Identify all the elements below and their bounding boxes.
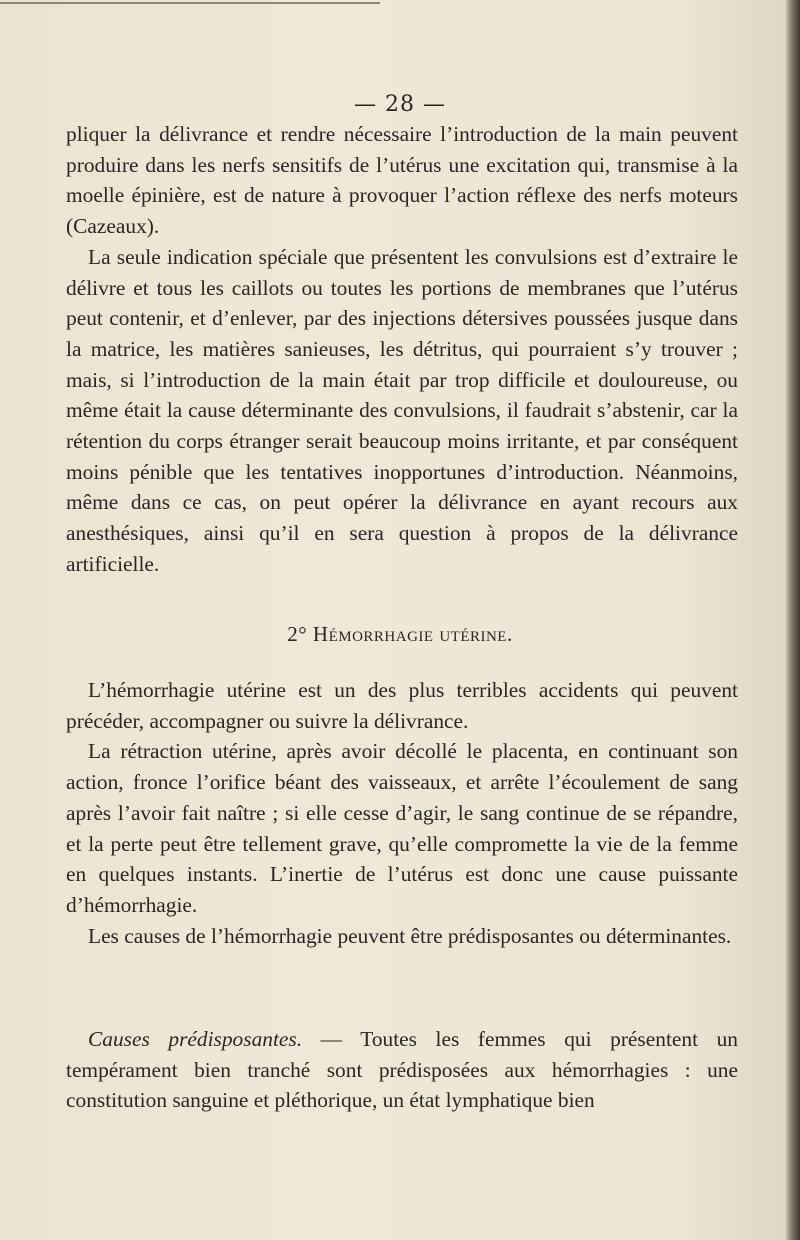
section-convulsions-text: [66, 119, 738, 580]
paragraph-causes-predisposantes: [66, 1024, 738, 1116]
causes-predisposantes-text: — Toutes les femmes qui présentent un tempérament bien tranché sont prédisposées aux hémorrhagies : une constitution sanguine et pléthorique, un état lymphatique bien: [66, 1027, 738, 1113]
page-edge-shadow: [786, 0, 800, 1240]
section-causes-predisposantes: [66, 1024, 738, 1116]
top-rule-line: [0, 2, 380, 4]
paragraph-hemorrhagie-intro: L’hémorrhagie utérine est un des plus terribles accidents qui peuvent précéder, accompagner ou suivre la délivrance.: [66, 678, 738, 733]
causes-predisposantes-label: Causes prédisposantes.: [88, 1027, 303, 1051]
paragraph-indication: La seule indication spéciale que présentent les convulsions est d’extraire le délivre et tous les caillots ou toutes les portions de membranes que l’utérus peut contenir, et d’enlever, par des injections détersives poussées jusque dans la matrice, les matières sanieuses, les détritus, qui pourraient s’y trouver ; mais, si l’introduction de la main était par trop difficile et douloureuse, ou même était la cause déterminante des convulsions, il faudrait s’abstenir, car la rétention du corps étranger serait beaucoup moins irritante, et par conséquent moins pénible que les tentatives inopportunes d’introduction. Néanmoins, même dans ce cas, on peut opérer la délivrance en ayant recours aux anesthésiques, ainsi qu’il en sera question à propos de la délivrance artificielle.: [66, 244, 738, 576]
section-heading-title: Hémorrhagie utérine.: [312, 622, 513, 646]
section-heading: [0, 622, 800, 647]
section-heading-number: 2°: [287, 622, 308, 646]
page-number: — 28 —: [354, 92, 446, 117]
paragraph-retraction: La rétraction utérine, après avoir décollé le placenta, en continuant son action, fronce l’orifice béant des vaisseaux, et arrête l’écoulement de sang après l’avoir fait naître ; si elle cesse d’agir, le sang continue de se répandre, et la perte peut être tellement grave, qu’elle compromette la vie de la femme en quelques instants. L’inertie de l’utérus est donc une cause puissante d’hémorrhagie.: [66, 739, 738, 917]
paragraph-continuation: pliquer la délivrance et rendre nécessaire l’introduction de la main peuvent produire dans les nerfs sensitifs de l’utérus une excitation qui, transmise à la moelle épinière, est de nature à provoquer l’action réflexe des nerfs moteurs (Cazeaux).: [66, 122, 738, 239]
section-hemorrhagie-text: [66, 675, 738, 951]
paragraph-causes: Les causes de l’hémorrhagie peuvent être prédisposantes ou déterminantes.: [88, 923, 732, 948]
